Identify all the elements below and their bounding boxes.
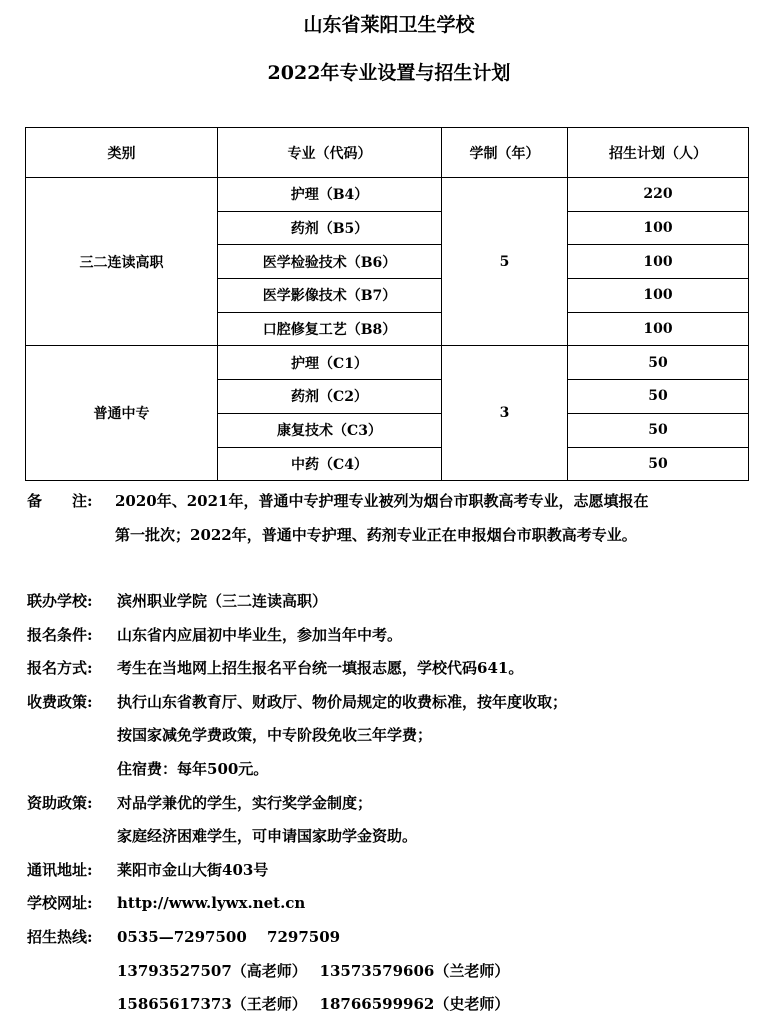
info-line — [27, 590, 327, 611]
plan-cell: 100 — [568, 211, 749, 245]
info-label: 收费政策: — [27, 692, 93, 711]
info-line — [27, 758, 268, 779]
note-line: 第一批次；2022年，普通中专护理、药剂专业正在申报烟台市职教高考专业。 — [115, 526, 637, 544]
info-label: 报名条件: — [27, 625, 93, 644]
major-cell: 医学检验技术（B6） — [218, 245, 442, 279]
info-line — [27, 960, 509, 981]
table-row — [26, 346, 749, 380]
info-line — [27, 792, 372, 813]
plan-cell: 100 — [568, 279, 749, 313]
info-text: 山东省内应届初中毕业生，参加当年中考。 — [117, 625, 403, 644]
info-text: http://www.lywx.net.cn — [117, 894, 306, 913]
info-text: 0535—7297500 7297509 — [117, 928, 341, 946]
info-line — [27, 624, 402, 645]
info-label: 报名方式: — [27, 659, 93, 678]
table-row — [26, 178, 749, 212]
major-cell: 护理（B4） — [218, 178, 442, 212]
major-cell: 药剂（C2） — [218, 380, 442, 414]
major-cell: 护理（C1） — [218, 346, 442, 380]
years-cell: 3 — [442, 346, 568, 481]
major-cell: 药剂（B5） — [218, 211, 442, 245]
plan-cell: 220 — [568, 178, 749, 212]
column-header: 招生计划（人） — [568, 128, 749, 178]
info-text: 家庭经济困难学生，可申请国家助学金资助。 — [117, 827, 418, 846]
info-label: 联办学校: — [27, 592, 93, 610]
major-cell: 医学影像技术（B7） — [218, 279, 442, 313]
column-header: 类别 — [26, 128, 218, 178]
enrollment-table — [25, 127, 749, 481]
info-line — [27, 926, 340, 947]
info-label: 学校网址: — [27, 894, 93, 913]
info-line — [27, 724, 432, 745]
school-title: 山东省莱阳卫生学校 — [303, 14, 475, 36]
info-text: 13793527507（高老师） 13573579606（兰老师） — [117, 961, 510, 980]
major-cell: 中药（C4） — [218, 447, 442, 481]
info-label: 招生热线: — [27, 928, 93, 946]
note-text: 2020年、2021年，普通中专护理专业被列为烟台市职教高考专业，志愿填报在 — [115, 492, 649, 510]
category-cell: 普通中专 — [26, 346, 218, 481]
info-line — [27, 993, 509, 1014]
note-line — [27, 490, 649, 511]
column-header: 专业（代码） — [218, 128, 442, 178]
plan-cell: 50 — [568, 380, 749, 414]
info-text: 按国家减免学费政策，中专阶段免收三年学费； — [117, 726, 433, 745]
major-cell: 康复技术（C3） — [218, 413, 442, 447]
info-text: 考生在当地网上招生报名平台统一填报志愿，学校代码641。 — [117, 659, 524, 678]
major-cell: 口腔修复工艺（B8） — [218, 312, 442, 346]
info-line — [27, 825, 417, 846]
note-label: 备 注: — [27, 492, 93, 510]
plan-cell: 50 — [568, 346, 749, 380]
column-header: 学制（年） — [442, 128, 568, 178]
info-line — [27, 691, 567, 712]
info-label: 资助政策: — [27, 793, 93, 812]
info-line — [27, 892, 305, 913]
plan-cell: 50 — [568, 413, 749, 447]
info-line — [27, 859, 268, 880]
info-text: 15865617373（王老师） 18766599962（史老师） — [117, 995, 510, 1014]
category-cell: 三二连读高职 — [26, 178, 218, 346]
info-text: 住宿费：每年500元。 — [117, 760, 269, 778]
info-label: 通讯地址: — [27, 860, 93, 879]
plan-cell: 100 — [568, 312, 749, 346]
info-text: 滨州职业学院（三二连读高职） — [117, 592, 328, 610]
info-text: 执行山东省教育厅、财政厅、物价局规定的收费标准，按年度收取； — [117, 692, 568, 711]
years-cell: 5 — [442, 178, 568, 346]
info-text: 对品学兼优的学生，实行奖学金制度； — [117, 793, 373, 812]
info-text: 莱阳市金山大街403号 — [117, 860, 269, 879]
info-line — [27, 657, 523, 678]
plan-cell: 100 — [568, 245, 749, 279]
plan-cell: 50 — [568, 447, 749, 481]
plan-title: 2022年专业设置与招生计划 — [267, 62, 511, 84]
